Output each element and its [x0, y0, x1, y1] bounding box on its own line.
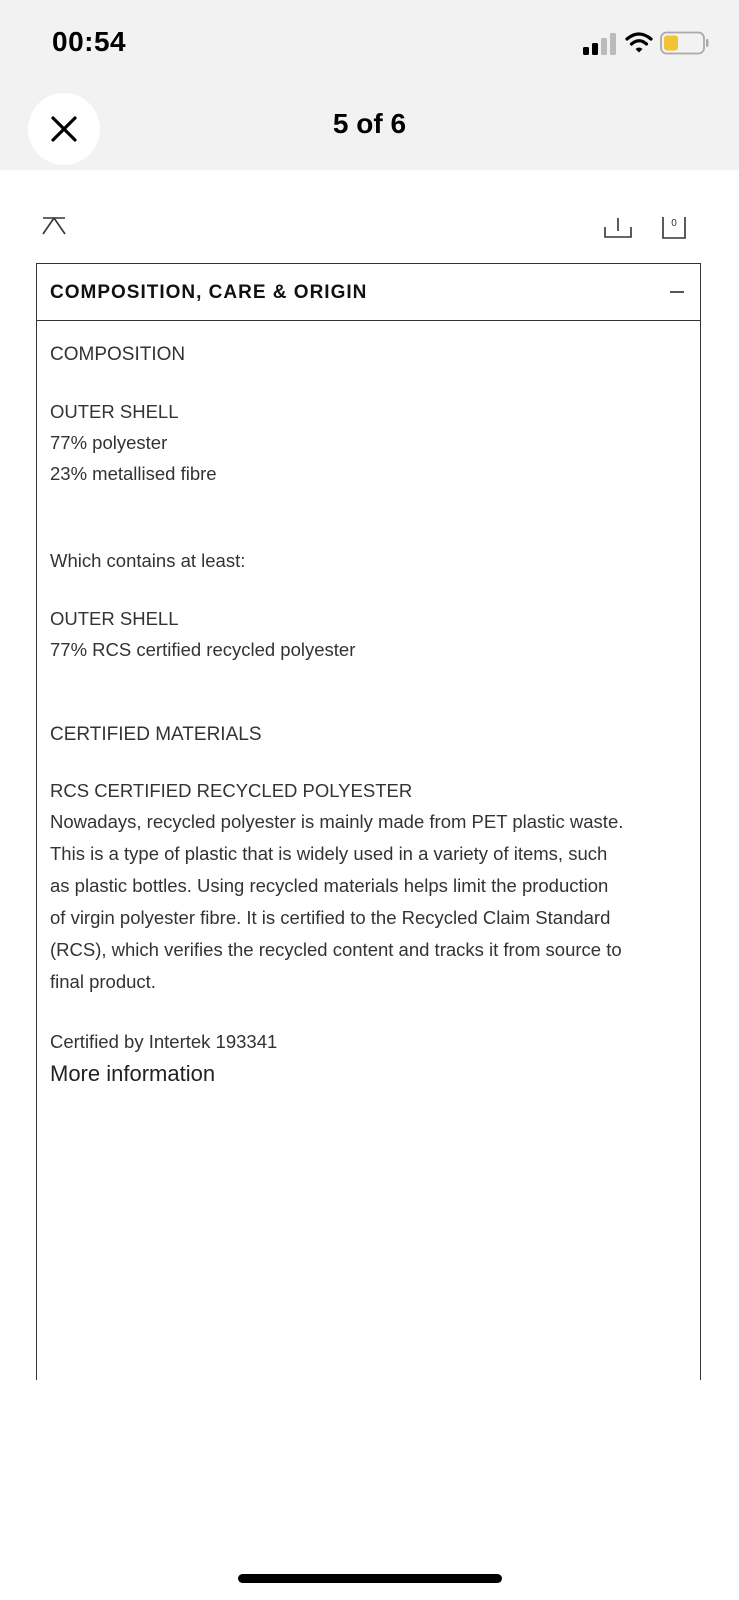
home-indicator[interactable] [238, 1574, 502, 1583]
accordion-title: COMPOSITION, CARE & ORIGIN [50, 282, 368, 303]
composition-item: 23% metallised fibre [50, 463, 217, 484]
contains-label: Which contains at least: [50, 550, 246, 571]
description-line: final product. [50, 971, 156, 992]
more-information-link[interactable]: More information [50, 1061, 216, 1086]
cellular-signal-icon [583, 32, 617, 56]
wifi-icon [625, 30, 653, 56]
recycled-item: 77% RCS certified recycled polyester [50, 639, 356, 660]
description-line: as plastic bottles. Using recycled materials helps limit the production [50, 875, 609, 896]
description-line: (RCS), which verifies the recycled content and tracks it from source to [50, 939, 622, 960]
outer-shell-label: OUTER SHELL [50, 401, 179, 422]
description-line: This is a type of plastic that is widely used in a variety of items, such [50, 843, 608, 864]
accordion-header[interactable] [37, 264, 700, 321]
status-time: 00:54 [52, 26, 127, 57]
description-line: of virgin polyester fibre. It is certified to the Recycled Claim Standard [50, 907, 611, 928]
accordion-panel [36, 263, 701, 1380]
outer-shell-label: OUTER SHELL [50, 608, 179, 629]
cart-icon[interactable] [662, 216, 686, 240]
share-icon[interactable] [604, 217, 632, 239]
composition-heading: COMPOSITION [50, 344, 186, 365]
composition-item: 77% polyester [50, 432, 168, 453]
cart-count: 0 [671, 218, 677, 229]
battery-icon [660, 31, 710, 55]
certified-by: Certified by Intertek 193341 [50, 1031, 278, 1052]
minus-icon[interactable] [670, 291, 684, 293]
description-line: Nowadays, recycled polyester is mainly made from PET plastic waste. [50, 811, 624, 832]
back-arrow-icon[interactable] [40, 214, 68, 240]
page-counter: 5 of 6 [332, 108, 407, 139]
certified-subheading: RCS CERTIFIED RECYCLED POLYESTER [50, 780, 413, 801]
certified-materials-heading: CERTIFIED MATERIALS [50, 724, 262, 745]
